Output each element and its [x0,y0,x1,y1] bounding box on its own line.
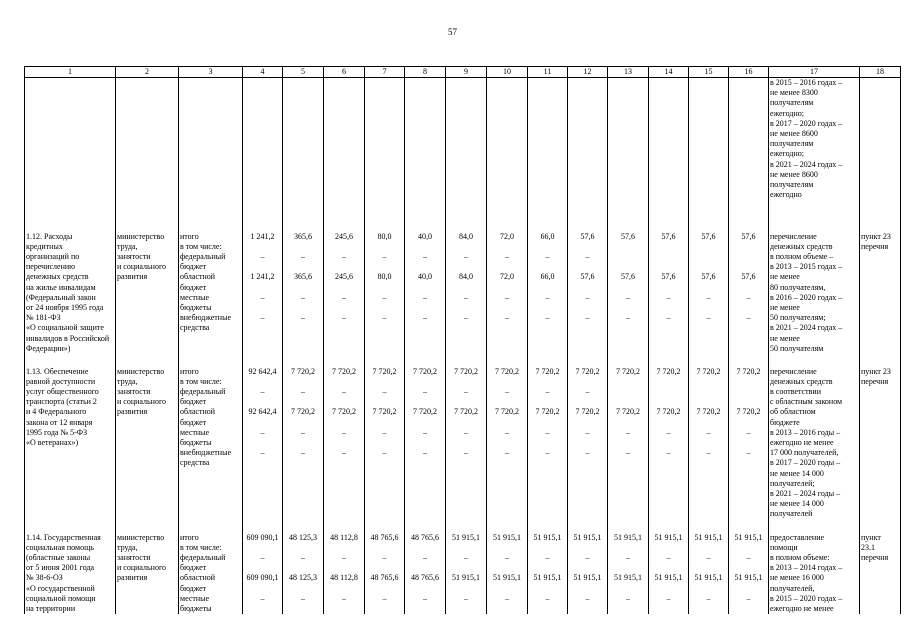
value-regional: 7 720,2 [291,407,315,417]
funding-source-label: внебюджетные средства [180,448,231,468]
value-local: – [301,292,305,302]
value-total: 51 915,1 [533,532,562,542]
executor: министерство труда, занятости и социального развития [116,355,179,521]
value-regional: 7 720,2 [413,407,437,417]
value-local: – [666,292,671,302]
value-extrabudget: – [505,448,509,457]
column-number: 9 [446,67,487,78]
value-federal [730,387,767,397]
value-federal: – [666,552,671,562]
column-number-row [25,67,901,78]
value-local: – [260,593,265,603]
value-total: 80,0 [377,231,392,241]
funding-source-label: внебюджетные средства [180,313,231,333]
value-regional: 7 720,2 [332,407,356,417]
value-federal: – [423,552,427,562]
value-regional: 57,6 [661,272,676,282]
value-total: 57,6 [661,231,676,241]
value-regional: 7 720,2 [535,407,560,417]
value-extrabudget: – [423,448,427,457]
funding-values [446,220,487,355]
value-total: 1 241,2 [250,231,275,241]
value-regional: 7 720,2 [736,407,761,417]
value-extrabudget: – [260,448,265,457]
funding-values [689,220,729,355]
value-local: – [626,593,630,603]
executor: министерство труда, занятости и социального развития [116,220,179,355]
value-local: – [545,427,550,437]
value-extrabudget: – [505,313,509,322]
value-regional: 57,6 [701,272,716,282]
value-federal: – [706,552,711,562]
funding-values [487,521,528,615]
funding-source-label: областной бюджет [180,573,216,593]
funding-values [528,355,568,521]
value-total: 48 125,3 [289,532,317,542]
program-row [25,355,901,521]
value-extrabudget: – [666,313,671,322]
value-federal: – [464,552,468,562]
value-local: – [505,593,509,603]
funding-sources [179,220,243,355]
funding-values [324,355,365,521]
value-total: 7 720,2 [575,366,600,376]
funding-source-label: местные бюджеты [180,427,212,447]
value-regional: 48 765,6 [411,573,439,583]
value-extrabudget: – [585,448,590,457]
funding-values [405,355,446,521]
funding-values [568,521,608,615]
value-regional: 57,6 [741,272,756,282]
funding-source-label: в том числе: [180,241,222,251]
value-regional: 51 915,1 [533,573,562,583]
value-local: – [626,427,630,437]
value-extrabudget: – [382,313,387,322]
column-number: 12 [568,67,608,78]
value-regional: 7 720,2 [372,407,397,417]
expected-result: перечисление денежных средств в полном объеме – в 2013 – 2015 годах – не менее 80 получателям, в 2016 – 2020 годах – не менее 50 получателям; в 2021 – 2024 годах – не менее 50 получателям [769,220,860,355]
column-number: 16 [729,67,769,78]
value-extrabudget: – [626,448,630,457]
column-number: 17 [769,67,860,78]
value-extrabudget: – [545,448,550,457]
value-local: – [464,427,468,437]
value-extrabudget: – [260,313,265,322]
column-number: 14 [649,67,689,78]
value-regional: 66,0 [540,272,555,282]
value-total: 57,6 [741,231,756,241]
column-number: 10 [487,67,528,78]
value-federal: – [545,386,550,396]
value-regional: 84,0 [459,272,473,282]
value-federal: – [301,552,305,562]
funding-values [689,521,729,615]
value-extrabudget: – [746,313,751,322]
funding-values [729,355,769,521]
value-federal: – [260,552,265,562]
funding-source-label: итого [180,532,199,542]
funding-source-label: в том числе: [180,542,222,552]
value-extrabudget: – [666,448,671,457]
funding-values [324,220,365,355]
funding-values [324,521,365,615]
value-local: – [382,292,387,302]
value-regional: 51 915,1 [654,573,683,583]
measure-name: 1.14. Государственная социальная помощь (областные законы от 5 июня 2001 года № 38-6-ОЗ «О государственной социальной помощи на территории [25,521,116,615]
value-total: 57,6 [701,231,716,241]
value-extrabudget: – [746,448,751,457]
value-local: – [260,427,265,437]
value-federal: – [423,386,427,396]
executor: министерство труда, занятости и социального развития [116,521,179,615]
value-regional: 365,6 [294,272,312,282]
value-total: 57,6 [621,231,635,241]
value-federal: – [464,386,468,396]
funding-values [405,521,446,615]
funding-values [568,355,608,521]
value-total: 48 112,8 [330,532,358,542]
column-number: 13 [608,67,649,78]
funding-values [689,355,729,521]
value-extrabudget: – [464,313,468,322]
column-number: 5 [283,67,324,78]
value-federal: – [301,251,305,261]
value-total: 51 915,1 [734,532,763,542]
value-federal: – [626,552,630,562]
value-regional: 80,0 [377,272,392,282]
funding-values [487,220,528,355]
value-regional: 40,0 [418,272,432,282]
column-number: 6 [324,67,365,78]
value-total: 51 915,1 [493,532,521,542]
value-local: – [706,593,711,603]
funding-values [243,521,283,615]
funding-sources [179,521,243,615]
value-extrabudget: – [464,448,468,457]
funding-values [649,521,689,615]
value-total: 48 765,6 [370,532,399,542]
funding-values [649,355,689,521]
value-local: – [505,427,509,437]
value-total: 48 765,6 [411,532,439,542]
value-total: 7 720,2 [616,366,640,376]
value-total: 7 720,2 [332,366,356,376]
value-local: – [666,593,671,603]
funding-values [283,220,324,355]
value-federal [690,252,727,262]
column-number: 18 [860,67,901,78]
funding-values [243,355,283,521]
value-local: – [464,593,468,603]
value-local: – [423,292,427,302]
funding-source-label: в том числе: [180,376,222,386]
value-regional: 57,6 [621,272,635,282]
value-local: – [342,427,346,437]
value-federal: – [545,552,550,562]
value-local: – [666,427,671,437]
value-regional: 51 915,1 [452,573,480,583]
expected-result: предоставление помощи в полном объеме: в 2013 – 2014 годах – не менее 16 000 получателей, в 2015 – 2020 годах – ежегодно не менее [769,521,860,615]
value-regional: 51 915,1 [694,573,723,583]
value-total: 66,0 [540,231,555,241]
value-local: – [382,427,387,437]
value-regional: 51 915,1 [734,573,763,583]
funding-values [365,355,405,521]
funding-source-label: областной бюджет [180,407,216,427]
funding-values [568,220,608,355]
value-total: 7 720,2 [413,366,437,376]
value-local: – [746,292,751,302]
value-local: – [342,292,346,302]
value-total: 609 090,1 [246,532,279,542]
value-local: – [585,593,590,603]
value-federal: – [382,386,387,396]
value-extrabudget: – [706,448,711,457]
value-federal: – [585,251,590,261]
funding-values [446,355,487,521]
value-total: 7 720,2 [495,366,519,376]
value-total: 7 720,2 [696,366,721,376]
funding-source-label: областной бюджет [180,272,216,292]
value-total: 7 720,2 [535,366,560,376]
funding-values [528,220,568,355]
value-regional: 57,6 [580,272,595,282]
value-extrabudget: – [301,448,305,457]
funding-values [608,521,649,615]
value-federal: – [505,386,509,396]
value-extrabudget: – [342,313,346,322]
value-total: 51 915,1 [694,532,723,542]
funding-source-label: федеральный бюджет [180,251,226,272]
funding-values [649,220,689,355]
value-extrabudget: – [423,313,427,322]
value-federal: – [505,251,509,261]
column-number: 7 [365,67,405,78]
value-local: – [746,593,751,603]
value-regional: 48 125,3 [289,573,317,583]
value-total: 51 915,1 [573,532,602,542]
funding-values [283,521,324,615]
reference: пункт 23 перечня [860,220,901,355]
value-extrabudget: – [545,313,550,322]
value-local: – [505,292,509,302]
funding-values [365,521,405,615]
program-row [25,220,901,355]
value-total: 245,6 [335,231,353,241]
funding-source-label: итого [180,366,199,376]
value-total: 72,0 [500,231,514,241]
value-federal: – [464,251,468,261]
value-regional: 7 720,2 [656,407,681,417]
value-local: – [464,292,468,302]
funding-values [487,355,528,521]
value-regional: 92 642,4 [248,407,277,417]
funding-values [729,220,769,355]
value-extrabudget: – [706,313,711,322]
value-local: – [706,427,711,437]
funding-source-label: итого [180,231,199,241]
value-federal: – [585,386,590,396]
value-local: – [382,593,387,603]
value-federal: – [382,552,387,562]
value-extrabudget: – [382,448,387,457]
funding-sources [179,355,243,521]
funding-source-label: местные бюджеты [180,593,212,613]
page-number: 57 [448,27,457,37]
value-total: 7 720,2 [656,366,681,376]
value-total: 7 720,2 [454,366,478,376]
column-number: 8 [405,67,446,78]
value-federal: – [260,251,265,261]
funding-values [283,355,324,521]
column-number: 4 [243,67,283,78]
funding-values [528,521,568,615]
value-federal [650,252,687,262]
funding-values [729,521,769,615]
funding-source-label: федеральный бюджет [180,386,226,407]
value-federal [690,387,727,397]
value-federal [609,387,647,397]
value-regional: 48 765,6 [370,573,399,583]
column-number: 11 [528,67,568,78]
value-local: – [423,593,427,603]
funding-values [446,521,487,615]
value-total: 51 915,1 [654,532,683,542]
value-federal: – [746,552,751,562]
value-total: 84,0 [459,231,473,241]
value-regional: 1 241,2 [250,272,275,282]
funding-values [608,220,649,355]
value-local: – [585,427,590,437]
value-federal: – [342,386,346,396]
value-regional: 245,6 [335,272,353,282]
funding-values [365,220,405,355]
column-number: 2 [116,67,179,78]
measure-name: 1.13. Обеспечение равной доступности услуг общественного транспорта (статьи 2 и 4 Федерального закона от 12 января 1995 года № 5-ФЗ «О ветеранах») [25,355,116,521]
program-table [24,66,901,614]
value-federal [730,252,767,262]
value-local: – [260,292,265,302]
value-federal: – [301,386,305,396]
reference: пункт 23 перечня [860,355,901,521]
column-number: 15 [689,67,729,78]
value-regional: 7 720,2 [495,407,519,417]
value-federal: – [505,552,509,562]
value-federal: – [585,552,590,562]
program-rows [25,220,901,615]
value-total: 51 915,1 [452,532,480,542]
value-local: – [706,292,711,302]
value-local: – [746,427,751,437]
value-total: 57,6 [580,231,595,241]
value-local: – [301,427,305,437]
continuation-result-text: в 2015 – 2016 годах – не менее 8300 получателям ежегодно; в 2017 – 2020 годах – не менее 8600 получателям ежегодно; в 2021 – 2024 годах – не менее 8600 получателям ежегодно [769,78,860,220]
continuation-row [25,78,901,220]
value-total: 7 720,2 [291,366,315,376]
value-extrabudget: – [342,448,346,457]
value-extrabudget: – [301,313,305,322]
funding-source-label: федеральный бюджет [180,552,226,573]
value-regional: 72,0 [500,272,514,282]
program-row [25,521,901,615]
value-extrabudget: – [585,313,590,322]
value-federal: – [342,251,346,261]
value-total: 51 915,1 [614,532,642,542]
funding-values [405,220,446,355]
value-regional: 51 915,1 [573,573,602,583]
value-local: – [545,292,550,302]
value-regional: 609 090,1 [246,573,279,583]
value-regional: 7 720,2 [696,407,721,417]
value-federal: – [545,251,550,261]
value-federal [609,252,647,262]
value-local: – [585,292,590,302]
value-local: – [301,593,305,603]
value-local: – [626,292,630,302]
value-total: 40,0 [418,231,432,241]
value-regional: 7 720,2 [454,407,478,417]
funding-source-label: местные бюджеты [180,292,212,312]
expected-result: перечисление денежных средств в соответствии с областным законом об областном бюджете в 2013 – 2016 годы – ежегодно не менее 17 000 получателей, в 2017 – 2020 годы – не менее 14 000 получателей; в 2021 – 2024 годы – не менее 14 000 получателей [769,355,860,521]
value-federal: – [382,251,387,261]
value-regional: 7 720,2 [575,407,600,417]
funding-values [608,355,649,521]
reference: пункт 23.1 перечня [860,521,901,615]
value-local: – [342,593,346,603]
value-local: – [545,593,550,603]
measure-name: 1.12. Расходы кредитных организаций по перечислению денежных средств на жилье инвалидам (Федеральный закон от 24 ноября 1995 года № 181-ФЗ «О социальной защите инвалидов в Российской Федерации») [25,220,116,355]
value-federal: – [342,552,346,562]
value-regional: 51 915,1 [614,573,642,583]
value-regional: 7 720,2 [616,407,640,417]
value-federal [650,387,687,397]
value-total: 7 720,2 [736,366,761,376]
value-total: 365,6 [294,231,312,241]
value-regional: 51 915,1 [493,573,521,583]
value-federal: – [423,251,427,261]
value-local: – [423,427,427,437]
value-extrabudget: – [626,313,630,322]
value-regional: 48 112,8 [330,573,358,583]
value-total: 7 720,2 [372,366,397,376]
funding-values [243,220,283,355]
value-federal: – [260,386,265,396]
column-number: 1 [25,67,116,78]
column-number: 3 [179,67,243,78]
value-total: 92 642,4 [248,366,277,376]
